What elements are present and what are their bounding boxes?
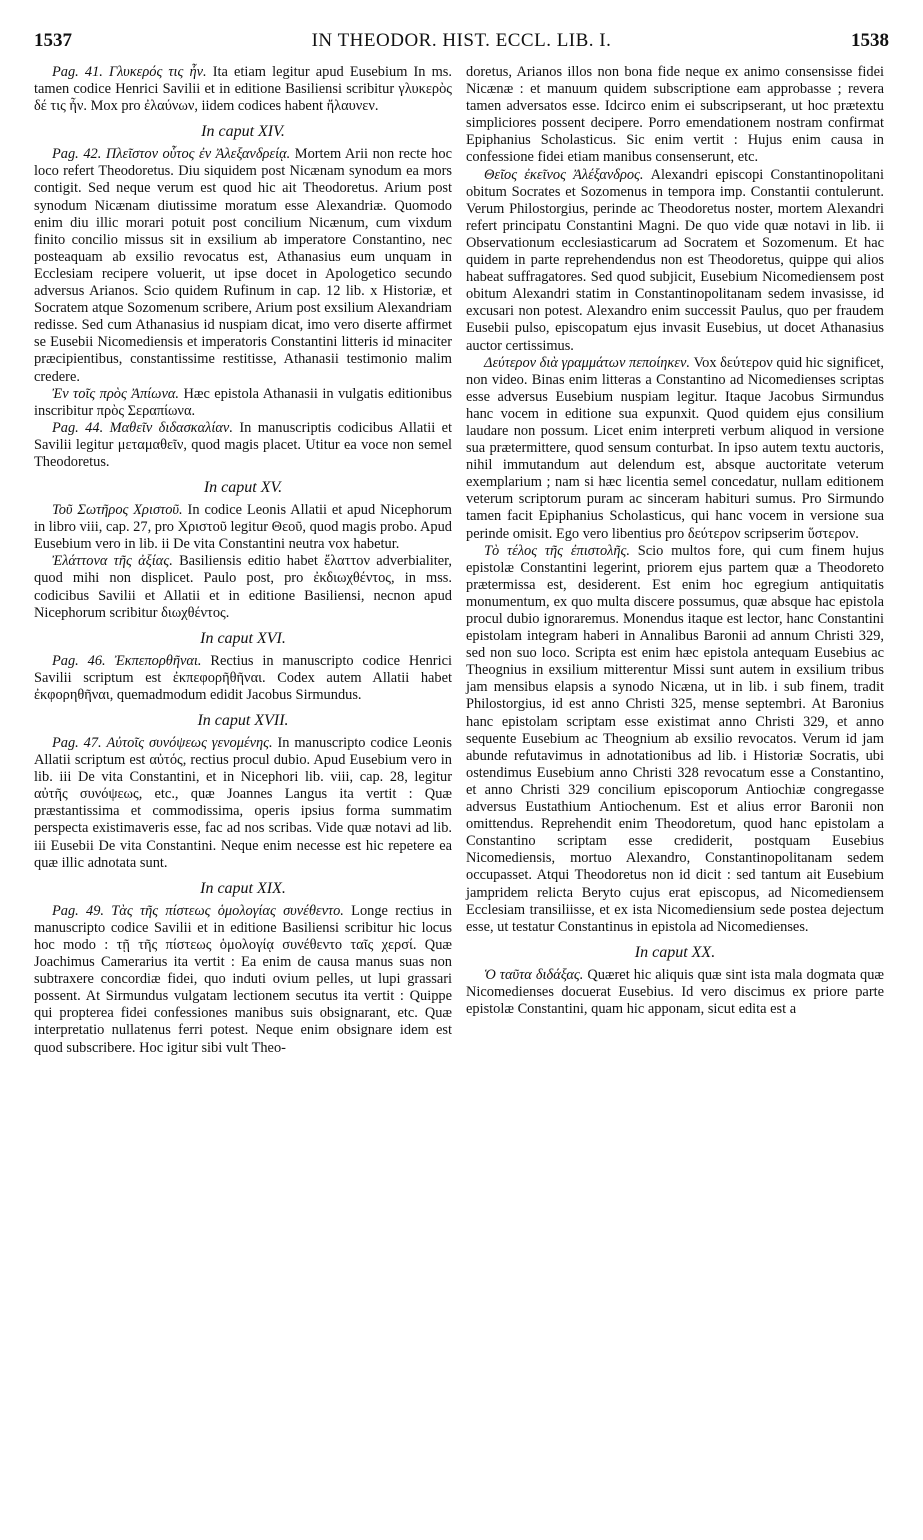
note-paragraph <box>34 553 452 621</box>
lemma-text: Pag. 47. Αὐτοῖς συνόψεως γενομένης. <box>52 735 273 751</box>
note-paragraph <box>34 420 452 471</box>
section-heading: In caput XX. <box>634 943 716 961</box>
lemma-text: Pag. 42. Πλεῖστον οὗτος ἐν Ἀλεξανδρείᾳ. <box>52 146 291 163</box>
note-body: Scio multos fore, qui cum finem hujus epistolæ Constantini legerint, priorem ejus partem quæ a Theodoreto prætermissa est, desiderent. Est enim hoc egregium antiquitatis monumentum, ex quo multa discere possumus, quæ absque hac epistola procul dubio ignoraremus. Monendus itaque est lector, hanc Constantini epistolam integram haberi in Annalibus Baronii ad annum Christi 329, sed non suo loco. Scripta est enim hæc epistola antequam Eusebius ac Theognius in exsilium mitterentur Missi sunt autem in exsilium tribus jam mensibus elapsis a synodo Nicæna, ut in lib. i sub finem, tradit Philostorgius, id est anno Christi 325, mense septembri. At Baronius hanc epistolam scriptam esse existimat anno Christi 329, et anno sequente Eusebium ac Theognium ab exsilio revocatos. Verum id jam abunde refutavimus in adnotationibus ad lib. i Historiæ Socratis, ubi ostendimus Eusebium anno Christi 328 revocatum esse a Constantino, et anno Christi 329 concilium episcoporum Antiochiæ congregasse adversus Eustathium Antiochenum. Est et alius error Baronii non omittendus. Reprehendit enim Theodoretum, quod hanc epistolam a Constantino scriptam esse crediderit, postquam Eusebius Nicomediensis, mortuo Alexandro, Constantinopolitanam sedem occupasset. Atqui Theodoretus non id dicit : sed tantum ait Eusebium jampridem relicta Beryto cujus erat episcopus, ad Nicomediensem Ecclesiam transiliisse, et ex ista Nicomediensium sede postea dejectum esse, ut testatur Constantinus in epistola ad Nicomedienses. <box>466 542 884 935</box>
lemma-text: Δεύτερον διὰ γραμμάτων πεποίηκεν. <box>484 354 690 371</box>
note-body: Longe rectius in manuscripto codice Savilii et in editione Basiliensi scribitur hic locus hoc modo : τῇ τῆς πίστεως ὁμολογίᾳ συνέθεντο ταῖς χερσί. Quæ Joachimus Camerarius ita vertit : Ea enim de causa manus suas non subtraxere concordiæ fidei, quo induti ovium pelles, ut lupi grassari possent. At Sirmundus vulgatam lectionem secutus ita vertit : Quippe qui propterea fidei confessiones manibus suis obsignarant, etc. Quæ interpretatio nullatenus ferri potest. Neque enim obsignare idem est quod subscribere. Hoc igitur sibi vult Theo- <box>34 902 452 1056</box>
note-body: Basiliensis editio habet ἔλαττον adverbialiter, quod mihi non displicet. Paulo post, pro ἐκδιωχθέντος, in mss. codicibus Savilii et Allatii et in editione Basiliensi, necnon apud Nicephorum scribitur διωχθέντος. <box>34 553 452 621</box>
section-heading: In caput XV. <box>203 479 283 497</box>
note-paragraph <box>34 502 452 553</box>
note-paragraph <box>34 146 452 385</box>
note-paragraph <box>466 967 884 1018</box>
note-paragraph <box>466 543 884 936</box>
running-header <box>34 30 889 58</box>
left-column <box>34 64 452 1057</box>
note-body: In codice Leonis Allatii et apud Nicephorum in libro viii, cap. 27, pro Χριστοῦ legitur Θεοῦ, quod magis probo. Apud Eusebium vero in lib. ii De vita Constantini neutra vox habetur. <box>34 502 453 553</box>
lemma-text: Pag. 46. Ἐκπεπορθῆναι. <box>52 652 202 669</box>
lemma-text: Θεῖος ἐκεῖνος Ἀλέξανδρος. <box>484 166 644 183</box>
right-column <box>466 64 884 1018</box>
running-title: IN THEODOR. HIST. ECCL. LIB. I. <box>311 30 612 51</box>
note-paragraph <box>466 355 884 543</box>
note-paragraph <box>34 64 452 115</box>
lemma-text: Pag. 41. Γλυκερός τις ἦν. <box>52 64 207 80</box>
note-paragraph <box>34 386 452 420</box>
note-body: Alexandri episcopi Constantinopolitani obitum Socrates et Sozomenus in tempora imp. Constantii contulerunt. Verum Philostorgius, perinde ac Theodoretus noster, mortem Alexandri refert principatu Constantini Magni. De quo vide quæ notavi in lib. ii Observationum ecclesiasticarum ad Socratem et Sozomenum. Et hac quidem in parte reprehendendus non est Theodoretus, quippe qui alios habeat suffragatores. Sed quod subjicit, Eusebium Nicomediensem post obitum Alexandri statim in Constantinopolitanam sedem invasisse, id excusari non potest. Alexandro enim successit Paulus, quo per fraudem Eusebii pulso, episcopatum ejus invasit Eusebius, ut docet Athanasius auctor certissimus. <box>466 166 884 354</box>
note-body: Rectius in manuscripto codice Henrici Savilii scriptum est ἐκπεφορῆθῆναι. Codex autem Allatii habet ἐκφορηθῆναι, quemadmodum edidit Jacobus Sirmundus. <box>34 652 452 703</box>
note-body: Hæc epistola Athanasii in vulgatis editionibus inscribitur πρὸς Σεραπίωνα. <box>34 385 452 419</box>
note-paragraph <box>466 167 884 355</box>
right-page-number: 1538 <box>851 30 889 51</box>
note-body: Mortem Arii non recte hoc loco refert Theodoretus. Diu siquidem post Nicænam synodum ea mors contigit. Sed neque verum est quod hic ait Theodoretus. Arium post synodum Nicænam diutissime moratum esse Alexandriæ. Quomodo enim diu illic morari potuit post concilium Nicænum, cum vixdum finito concilio missus sit in exsilium ab imperatore Constantino, nec posteaquam ab exsilio revocatus est, Athanasius eum unquam in Ecclesiam recipere voluerit, ut ipse docet in Apologetico secundo adversus Arianos. Scio quidem Rufinum in cap. 12 lib. x Historiæ, et Socratem atque Sozomenum scribere, Arium post exsilium Alexandriam redisse. Sed cum Athanasius id nuspiam dicat, imo vero diserte affirmet se Eusebii Nicomediensis et imperatoris Constantini litteris id minaciter præcipientibus, constantissime restitisse, Athanasii testimonio malim credere. <box>34 146 452 385</box>
lemma-text: Pag. 49. Τὰς τῆς πίστεως ὁμολογίας συνέθεντο. <box>52 902 344 919</box>
lemma-text: Ἐν τοῖς πρὸς Ἀπίωνα. <box>52 385 179 402</box>
note-body: Quæret hic aliquis quæ sint ista mala dogmata quæ Nicomedienses docuerat Eusebius. Id vero discimus ex priore parte epistolæ Constantini, quam hic apponam, sicut edita est a <box>466 966 884 1017</box>
lemma-text: Ἐλάττονα τῆς ἀξίας. <box>52 553 173 570</box>
note-paragraph <box>34 903 452 1057</box>
note-body: doretus, Arianos illos non bona fide neque ex animo consensisse fidei Nicænæ : et manuum quidem subscriptione eam approbasse ; revera tamen adversatos esse. Idcirco enim ei subscripserant, ut hoc prætextu simpliciores possent decipere. Porro emendationem nostram confirmat Epiphanius Scholasticus. Sic enim vertit : Hujus enim causa in confessione fidei etiam manibus consenserunt, etc. <box>466 64 884 166</box>
section-heading: In caput XVII. <box>197 712 289 729</box>
note-body: Ita etiam legitur apud Eusebium In ms. tamen codice Henrici Savilii et in editione Basiliensi scribitur γλυκερὸς δέ τις ἦν. Mox pro ἐλαύνων, iidem codices habent ἤλαυνεν. <box>34 64 452 115</box>
lemma-text: Pag. 44. Μαθεῖν διδασκαλίαν. <box>52 419 233 436</box>
note-paragraph <box>466 64 884 167</box>
left-page-number: 1537 <box>34 30 72 51</box>
note-paragraph <box>34 735 452 872</box>
lemma-text: Τοῦ Σωτῆρος Χριστοῦ. <box>52 502 183 519</box>
section-heading: In caput XVI. <box>200 629 286 647</box>
note-body: In manuscripto codice Leonis Allatii scriptum est αὐτός, rectius procul dubio. Apud Eusebium vero in lib. iii De vita Constantini, et in Nicephori lib. viii, cap. 28, legitur αὐτῆς συνόψεως, etc., quæ Joannes Langus ita vertit : Quæ præstantissima et commodissima, operis ipsius forma summatim perspecta existimaveris esse, fac ad nos scribas. Vide quæ notavi ad lib. iii Eusebii De vita Constantini. Neque enim necesse est hic repetere ea quæ illic adnotata sunt. <box>34 735 452 871</box>
section-heading: In caput XIV. <box>201 123 285 141</box>
lemma-text: Ὁ ταῦτα διδάξας. <box>484 966 584 983</box>
section-heading: In caput XIX. <box>200 879 286 897</box>
note-body: Vox δεύτερον quid hic significet, non video. Binas enim litteras a Constantino ad Nicomedienses scriptas esse adversus Eusebium nuspiam legitur. Itaque Jacobus Sirmundus hanc vocem in editione sua expunxit. Quod quidem ejus consilium laudare non possum. Licet enim interpreti verbum aliquod in versione sua prætermittere, quod sensum conturbat. In ipso autem textu auctoris, nihil immutandum aut delendum est, absque auctoritate veterum exemplarium ; nam si hæc licentia semel concedatur, nullam editionem veterum scriptorum puram ac sinceram habituri sumus. Pro Sirmundo tamen facit Epiphanius Scholasticus, qui hanc vocem in versione sua perinde omisit. Ego vero libentius pro δεύτερον scripserim ὕστερον. <box>466 354 884 542</box>
lemma-text: Τὸ τέλος τῆς ἐπιστολῆς. <box>484 542 630 559</box>
note-body: In manuscriptis codicibus Allatii et Savilii legitur μεταμαθεῖν, quod magis placet. Utitur ea voce non semel Theodoretus. <box>34 419 453 470</box>
note-paragraph <box>34 653 452 704</box>
